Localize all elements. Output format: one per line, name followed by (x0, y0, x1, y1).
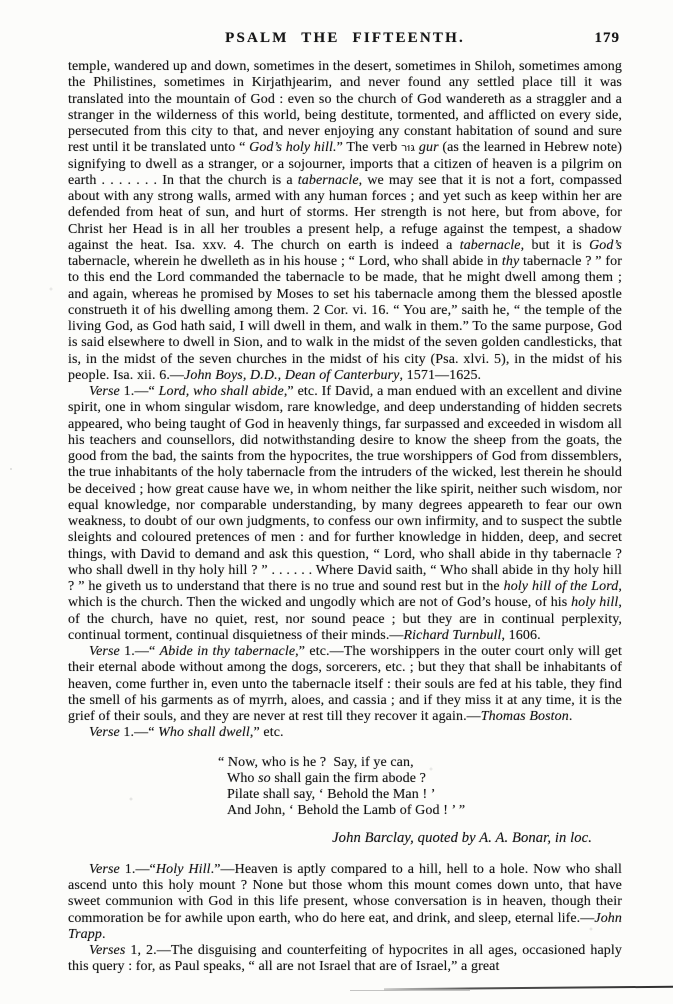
scan-artifact-line-faint (350, 990, 470, 991)
poem-line: Who so shall gain the firm abode ? (227, 770, 426, 786)
poem-line: Pilate shall say, ‘ Behold the Man ! ’ (227, 787, 436, 802)
running-head (68, 30, 622, 50)
paragraph-verse1-abide-tabernacle: Verse 1.—“ Abide in thy tabernacle,” etc.—The worshippers in the outer court only will get their eternal abode without among the dogs, sorcerers, etc. ; but they that shall be inhabitants of heaven, come further in, even unto the tabernacle itself : their souls are fed at his table, they find the smell of his garments as of myrrh, aloes, and cassia ; and if they miss it at any time, it is the grief of their souls, and they are never at rest till they recover it again.—Thomas Boston. (68, 644, 622, 724)
poem-quotation (218, 755, 622, 820)
poem-line: And John, ‘ Behold the Lamb of God ! ’ ” (227, 803, 466, 819)
text-block (68, 59, 622, 976)
paragraph-verses1-2-hypocrites: Verses 1, 2.—The disguising and counterfeiting of hypocrites in all ages, occasioned haply this query : for, as Paul speaks, “ all are not Israel that are of Israel,” a great (68, 943, 622, 975)
scan-speckles (10, 468, 12, 470)
paragraph-verse1-john-boys-commentary: Verse 1.—“ Lord, who shall abide,” etc. If David, a man endued with an excellent and divine spirit, one in whom singular wisdom, rare knowledge, and deep understanding of hidden secrets appeared, who being taught of God in heavenly things, far surpassed and exceeded in wisdom all his teachers and counsellors, did notwithstanding desire to know the sheep from the goats, the good from the bad, the saints from the hypocrites, the true worshippers of God from dissemblers, the true inhabitants of the holy tabernacle from the intruders of the wicked, lest therein he should be deceived ; how great cause have we, in whom neither the like spirit, neither such wisdom, nor equal knowledge, nor comparable understanding, by many degrees appeareth to fear our own weakness, to doubt of our own judgments, to confess our own infirmity, and to suspect the subtle sleights and coloured pretences of men : and for further knowledge in hidden, deep, and secret things, with David to demand and ask this question, “ Lord, who shall abide in thy tabernacle ? who shall dwell in thy holy hill ? ” . . . . . . Where David saith, “ Who shall abide in thy holy hill ? ” he giveth us to understand that there is no true and sound rest but in the holy hill of the Lord, which is the church. Then the wicked and ungodly which are not of God’s house, of his holy hill, of the church, have no quiet, rest, nor sound peace ; but they are in continual perplexity, continual torment, continual disquietness of their minds.—Richard Turnbull, 1606. (68, 384, 622, 643)
page-number: 179 (594, 30, 620, 46)
paragraph-verse1-holy-hill: Verse 1.—“Holy Hill.”—Heaven is aptly compared to a hill, hell to a hole. Now who shall ascend unto this holy mount ? None but those whom this mount comes down unto, that have sweet communion with God in this life present, whose conversation is in heaven, though their commoration be for awhile upon earth, who do here eat, and drink, and sleep, eternal life.—John Trapp. (68, 861, 622, 942)
poem-line: “ Now, who is he ? Say, if ye can, (218, 754, 414, 770)
page-title: PSALM THE FIFTEENTH. (225, 30, 465, 46)
paragraph-continuation: temple, wandered up and down, sometimes in the desert, sometimes in Shiloh, sometimes among the Philistines, sometimes in Kirjathjearim, and never found any settled place till it was translated into the mountain of God : even so the church of God wandereth as a straggler and a stranger in the wilderness of this world, being destitute, tormented, and afflicted on every side, persecuted from this city to that, and never enjoying any constant habitation of sound and sure rest until it be translated unto “ God’s holy hill.” The verb גּוּר gur (as the learned in Hebrew note) signifying to dwell as a stranger, or a sojourner, imports that a citizen of heaven is a pilgrim on earth . . . . . . . In that the church is a tabernacle, we may see that it is not a fort, compassed about with any strong walls, armed with any human forces ; and yet such as keep within her are defended from heat of sun, and hurt of storms. Her strength is not here, but from above, for Christ her Head is in all her troubles a present help, a refuge against the tempest, a shadow against the heat. Isa. xxv. 4. The church on earth is indeed a tabernacle, but it is God’s tabernacle, wherein he dwelleth as in his house ; “ Lord, who shall abide in thy tabernacle ? ” for to this end the Lord commanded the tabernacle to be made, that he might dwell among them ; and again, whereas he promised by Moses to set his tabernacle among them the blessed apostle construeth it of his dwelling among them. 2 Cor. vi. 16. “ You are,” saith he, “ the temple of the living God, as God hath said, I will dwell in them, and walk in them.” To the same purpose, God is said elsewhere to dwell in Sion, and to walk in the midst of the seven golden candlesticks, that is, in the midst of the seven churches in the midst of his city (Psa. xlvi. 5), in the midst of his people. Isa. xii. 6.—John Boys, D.D., Dean of Canterbury, 1571—1625. (68, 59, 623, 383)
paragraph-verse1-who-shall-dwell: Verse 1.—“ Who shall dwell,” etc. (89, 725, 284, 741)
poem-attribution: John Barclay, quoted by A. A. Bonar, in loc. (332, 829, 592, 846)
